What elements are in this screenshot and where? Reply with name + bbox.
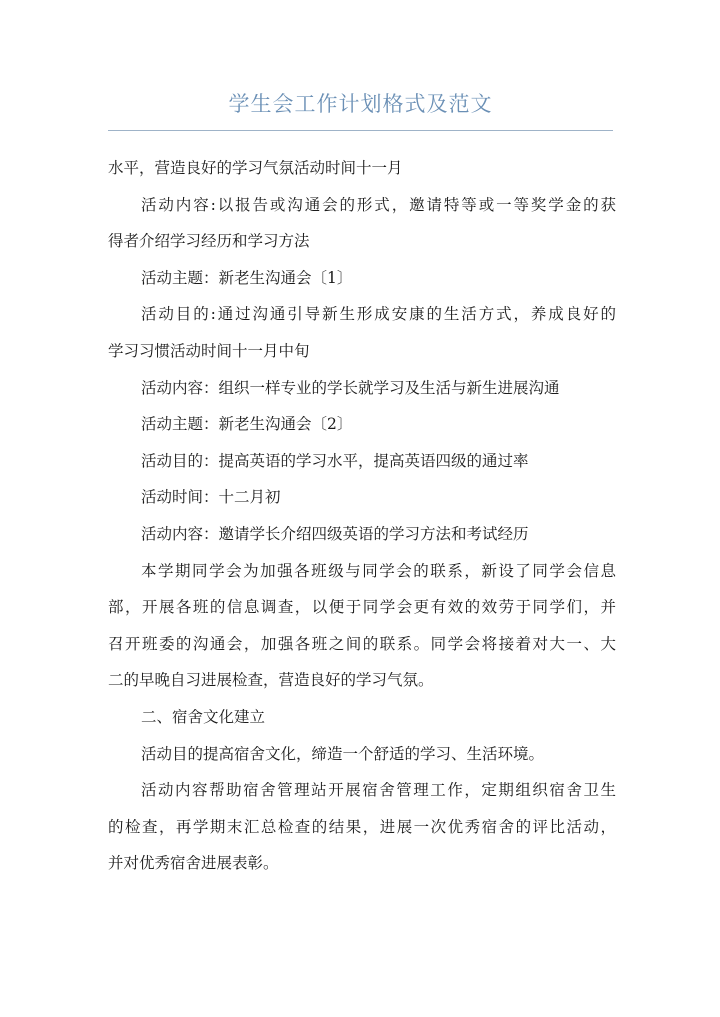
document-body [108, 150, 616, 882]
document-header [108, 86, 613, 131]
text-line-3: 得者介绍学习经历和学习方法 [108, 232, 310, 251]
text-line-18: 活动内容帮助宿舍管理站开展宿舍管理工作，定期组织宿舍卫生 [141, 781, 616, 800]
text-line-6: 学习习惯活动时间十一月中旬 [108, 341, 310, 360]
text-line-9: 活动目的：提高英语的学习水平，提高英语四级的通过率 [141, 451, 529, 470]
text-line-12: 本学期同学会为加强各班级与同学会的联系，新设了同学会信息 [141, 561, 616, 580]
text-line-7: 活动内容：组织一样专业的学长就学习及生活与新生进展沟通 [141, 378, 560, 397]
section-heading: 二、宿舍文化建立 [141, 707, 266, 726]
text-line-13: 部，开展各班的信息调查，以便于同学会更有效的效劳于同学们，并 [108, 598, 616, 617]
text-line-11: 活动内容：邀请学长介绍四级英语的学习方法和考试经历 [141, 524, 529, 543]
text-line-15: 二的早晚自习进展检查，营造良好的学习气氛。 [108, 671, 434, 690]
document-title: 学生会工作计划格式及范文 [228, 92, 493, 116]
text-line-20: 并对优秀宿舍进展表彰。 [108, 854, 279, 873]
text-line-5: 活动目的:通过沟通引导新生形成安康的生活方式，养成良好的 [141, 305, 616, 324]
text-line-1: 水平，营造良好的学习气氛活动时间十一月 [108, 159, 403, 177]
text-line-8: 活动主题：新老生沟通会〔2〕 [141, 415, 353, 434]
text-line-14: 召开班委的沟通会，加强各班之间的联系。同学会将接着对大一、大 [108, 634, 616, 653]
text-line-19: 的检查，再学期末汇总检查的结果，进展一次优秀宿舍的评比活动， [108, 817, 616, 836]
text-line-4: 活动主题：新老生沟通会〔1〕 [141, 268, 353, 287]
text-line-17: 活动目的提高宿舍文化，缔造一个舒适的学习、生活环境。 [141, 744, 545, 763]
text-line-10: 活动时间：十二月初 [141, 488, 281, 507]
text-line-2: 活动内容:以报告或沟通会的形式，邀请特等或一等奖学金的获 [141, 195, 616, 214]
